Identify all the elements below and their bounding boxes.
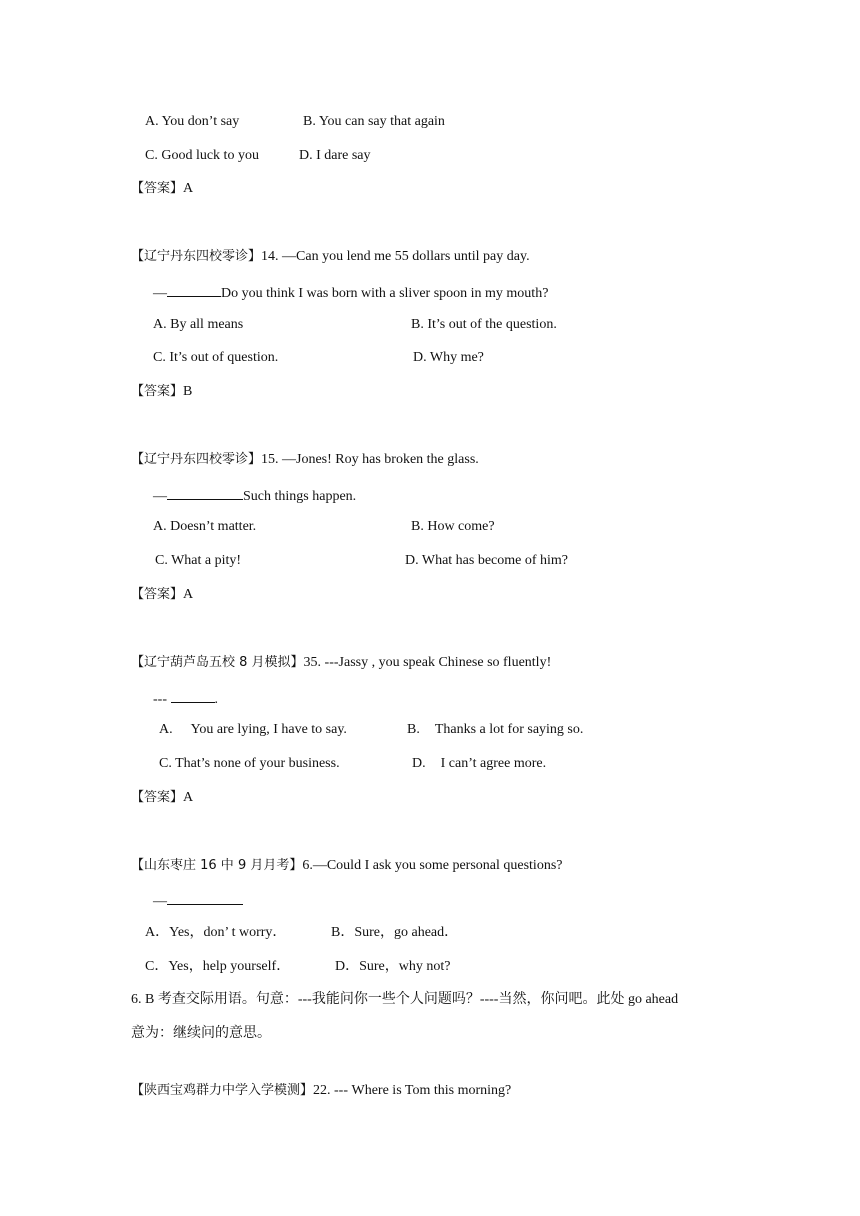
answer-blank bbox=[167, 485, 243, 500]
q13-option-a: A. You don’t say bbox=[145, 114, 240, 129]
q6-reply bbox=[153, 890, 243, 911]
reply-text: Such things happen. bbox=[243, 489, 357, 504]
q35-option-a bbox=[159, 721, 347, 739]
question-source: 【山东枣庄 16 中 9 月月考】 bbox=[131, 858, 303, 873]
question-text: 14. —Can you lend me 55 dollars until pay day. bbox=[261, 249, 530, 264]
answer-label: 【答案】 bbox=[131, 384, 184, 399]
q35-reply bbox=[153, 688, 218, 709]
option-text: Thanks a lot for saying so. bbox=[434, 722, 584, 737]
q15-answer bbox=[131, 586, 193, 604]
option-text: You are lying, I have to say. bbox=[190, 722, 347, 737]
answer-label: 【答案】 bbox=[131, 790, 184, 805]
q35-option-c: C. That’s none of your business. bbox=[159, 756, 340, 771]
reply-text: Do you think I was born with a sliver spoon in my mouth? bbox=[221, 286, 549, 301]
q6-explanation-line-1: 6. B 考查交际用语。句意：---我能问你一些个人问题吗？----当然，你问吧。此处 go ahead bbox=[131, 992, 679, 1007]
q35-stem bbox=[131, 654, 551, 672]
q15-reply bbox=[153, 485, 356, 506]
q14-option-d: D. Why me? bbox=[413, 350, 484, 365]
reply-dash: --- bbox=[153, 692, 171, 707]
answer-blank bbox=[171, 688, 215, 703]
q35-option-b bbox=[407, 721, 583, 739]
q35-answer bbox=[131, 789, 193, 807]
question-source: 【陕西宝鸡群力中学入学模测】 bbox=[131, 1083, 314, 1098]
question-text: 15. —Jones! Roy has broken the glass. bbox=[261, 452, 479, 467]
answer-blank bbox=[167, 890, 243, 905]
answer-label: 【答案】 bbox=[131, 587, 184, 602]
option-letter: D. bbox=[412, 756, 426, 771]
q6-stem bbox=[131, 857, 562, 875]
question-text: 35. ---Jassy , you speak Chinese so fluently! bbox=[303, 655, 552, 670]
reply-dash: — bbox=[153, 286, 167, 301]
q13-option-d: D. I dare say bbox=[299, 148, 371, 163]
question-source: 【辽宁丹东四校零诊】 bbox=[131, 452, 262, 467]
q14-stem bbox=[131, 248, 530, 266]
reply-dash: — bbox=[153, 489, 167, 504]
q35-option-d bbox=[412, 755, 546, 773]
q6-option-a: A．Yes，don’ t worry． bbox=[145, 925, 287, 940]
reply-text: . bbox=[214, 692, 218, 707]
q6-option-d: D．Sure，why not? bbox=[335, 959, 451, 974]
q6-option-c: C．Yes，help yourself． bbox=[145, 959, 291, 974]
q13-answer bbox=[131, 180, 193, 198]
question-source: 【辽宁葫芦岛五校 8 月模拟】 bbox=[131, 655, 304, 670]
answer-value: B bbox=[183, 384, 193, 399]
q14-reply bbox=[153, 282, 548, 303]
q15-option-a: A. Doesn’t matter. bbox=[153, 519, 257, 534]
answer-value: A bbox=[183, 790, 194, 805]
q22-stem bbox=[131, 1082, 511, 1100]
question-text: 6.—Could I ask you some personal questions? bbox=[302, 858, 563, 873]
q15-stem bbox=[131, 451, 479, 469]
q14-option-b: B. It’s out of the question. bbox=[411, 317, 557, 332]
option-text: I can’t agree more. bbox=[440, 756, 547, 771]
q14-option-a: A. By all means bbox=[153, 317, 244, 332]
q15-option-d: D. What has become of him? bbox=[405, 553, 569, 568]
q13-option-c: C. Good luck to you bbox=[145, 148, 259, 163]
reply-dash: — bbox=[153, 894, 167, 909]
question-text: 22. --- Where is Tom this morning? bbox=[313, 1083, 512, 1098]
option-letter: B. bbox=[407, 722, 420, 737]
question-source: 【辽宁丹东四校零诊】 bbox=[131, 249, 262, 264]
q6-option-b: B．Sure，go ahead． bbox=[331, 925, 459, 940]
q14-option-c: C. It’s out of question. bbox=[153, 350, 279, 365]
answer-label: 【答案】 bbox=[131, 181, 184, 196]
option-letter: A. bbox=[159, 722, 173, 737]
q6-explanation-line-2: 意为：继续问的意思。 bbox=[131, 1026, 271, 1041]
q15-option-b: B. How come? bbox=[411, 519, 495, 534]
q15-option-c: C. What a pity! bbox=[155, 553, 242, 568]
q13-option-b: B. You can say that again bbox=[303, 114, 445, 129]
answer-value: A bbox=[183, 181, 194, 196]
q14-answer bbox=[131, 383, 192, 401]
answer-value: A bbox=[183, 587, 194, 602]
answer-blank bbox=[167, 282, 221, 297]
